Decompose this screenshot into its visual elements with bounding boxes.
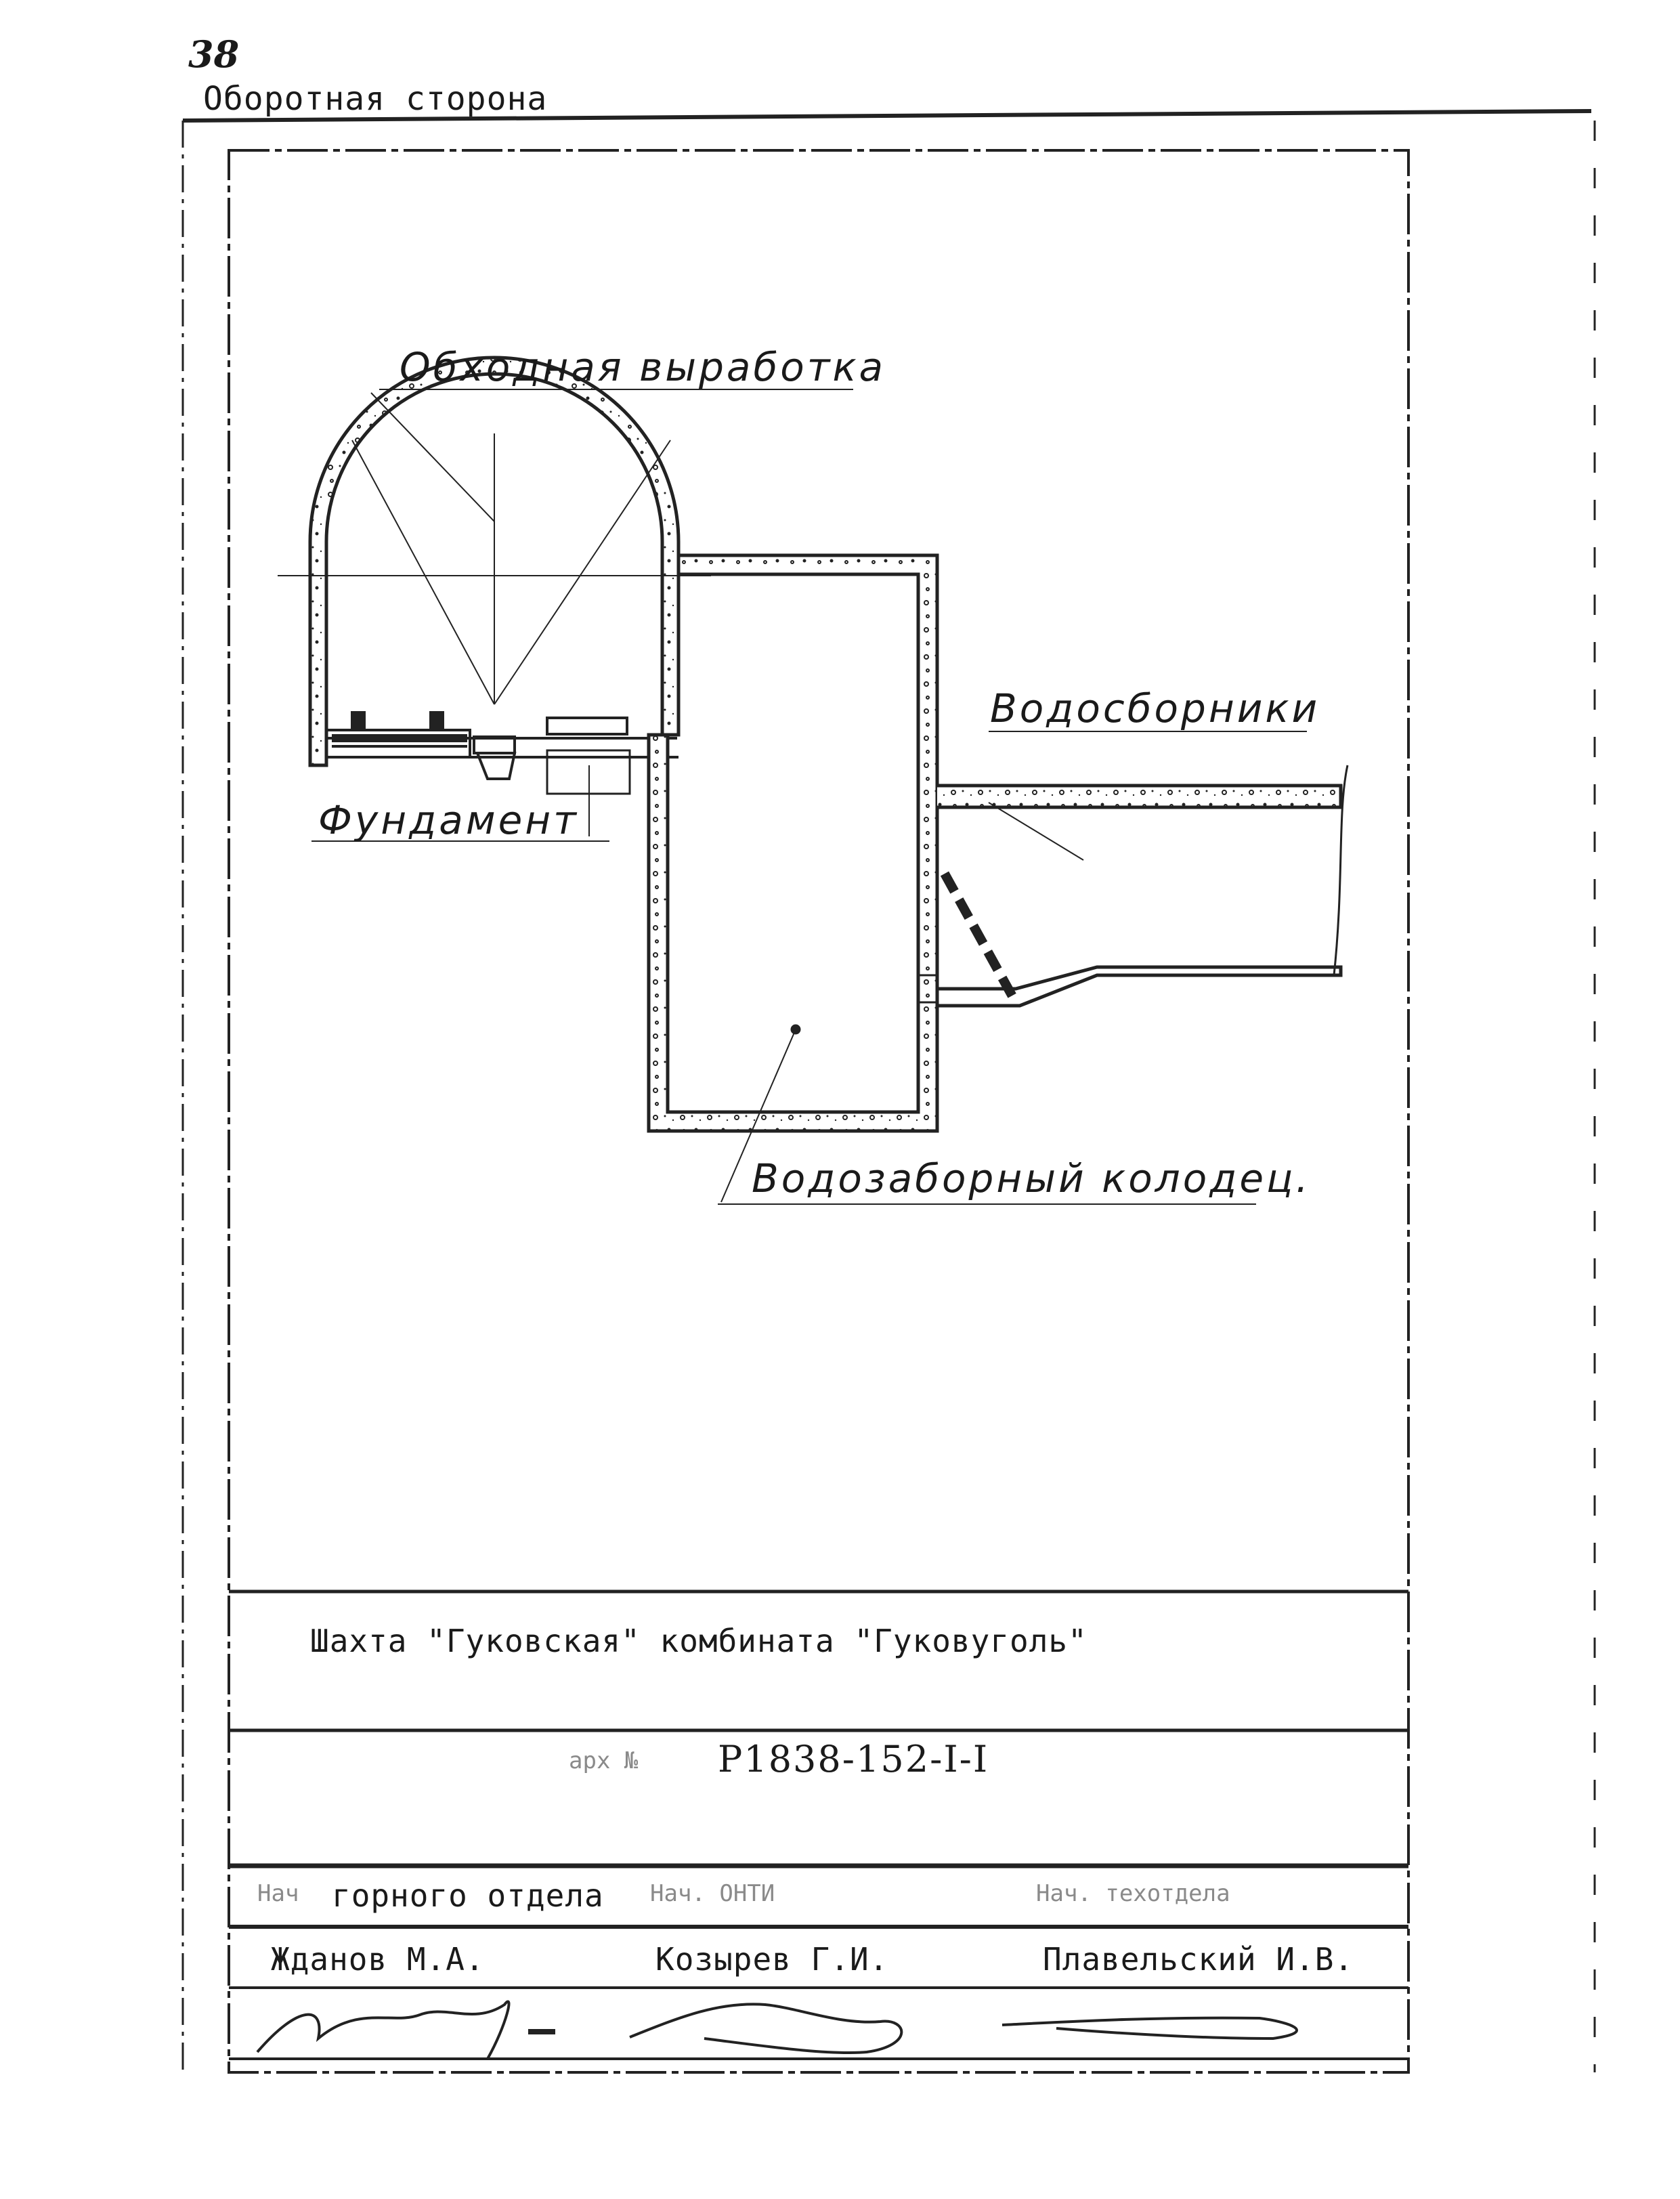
person-kozyrev: Козырев Г.И. xyxy=(655,1941,889,1978)
person-zhdanov: Жданов М.А. xyxy=(271,1941,485,1978)
water-intake-well xyxy=(649,555,937,1202)
document-code: Р1838-152-I-I xyxy=(718,1738,989,1780)
dept-prefix: Нач xyxy=(257,1880,299,1907)
label-water-intake-well: Водозаборный колодец. xyxy=(752,1155,1311,1201)
signature-kozyrev xyxy=(630,2004,901,2053)
side-label: Оборотная сторона xyxy=(203,80,548,118)
label-bypass-working: Обходная выработка xyxy=(400,344,886,390)
doc-code-prefix: арх № xyxy=(569,1747,639,1774)
signature-zhdanov xyxy=(257,2001,509,2059)
bypass-tunnel xyxy=(278,358,711,765)
signature-plavelsky xyxy=(1002,2018,1297,2038)
title-block-lines xyxy=(229,1592,1408,2059)
dept-mining: горного отдела xyxy=(332,1877,604,1914)
water-collectors xyxy=(918,765,1348,1006)
signatures xyxy=(257,2001,1297,2059)
dept-onti: Нач. ОНТИ xyxy=(650,1880,775,1907)
person-plavelsky: Плавельский И.В. xyxy=(1043,1941,1354,1978)
dept-tech: Нач. техотдела xyxy=(1036,1880,1230,1907)
label-water-collectors: Водосборники xyxy=(990,685,1320,731)
mine-title: Шахта "Гуковская" комбината "Гуковуголь" xyxy=(310,1623,1087,1659)
label-foundation: Фундамент xyxy=(318,797,579,843)
page-number: 38 xyxy=(188,33,240,76)
